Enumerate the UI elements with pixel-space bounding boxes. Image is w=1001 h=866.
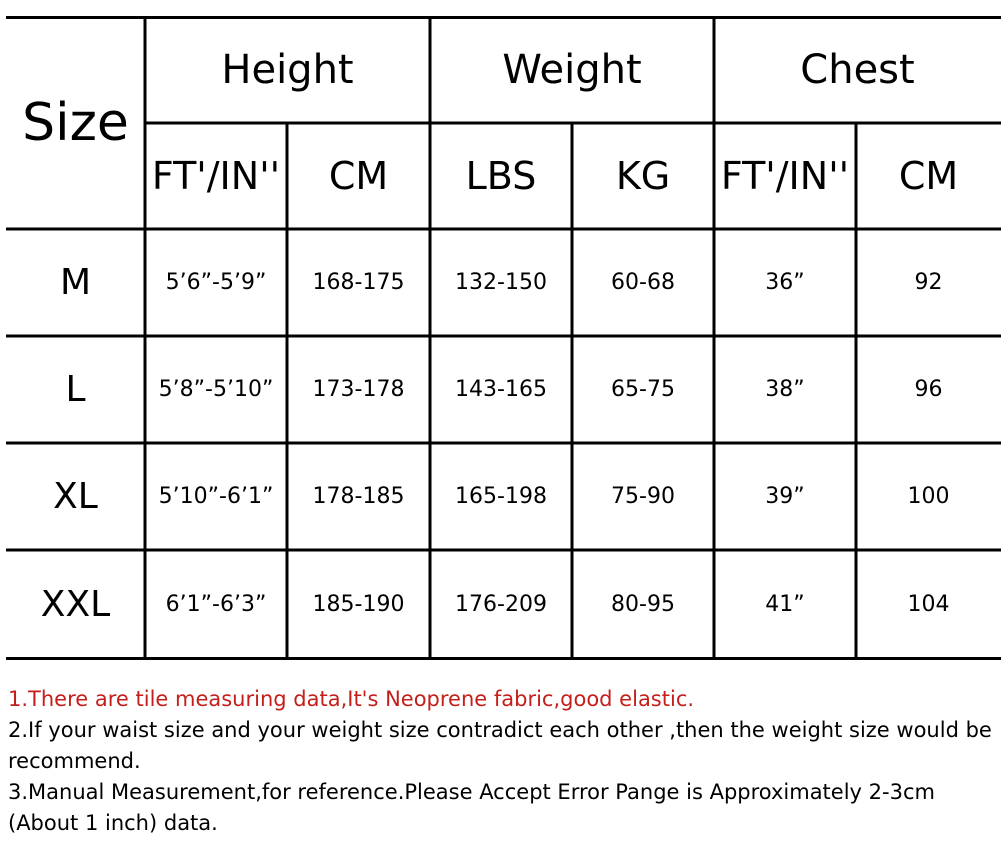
note-measurement-error: 3.Manual Measurement,for reference.Please Accept Error Pange is Approximately 2-3cm (About 1 inch) data. <box>8 780 935 835</box>
table-cell: 143-165 <box>455 377 547 402</box>
row-size-label: L <box>65 369 86 410</box>
table-cell: 60-68 <box>611 270 675 295</box>
table-cell: 5’8”-5’10” <box>158 377 274 402</box>
group-header-height: Height <box>221 46 354 93</box>
table-cell: 41” <box>765 591 805 617</box>
table-cell: 36” <box>765 270 805 295</box>
table-cell: 80-95 <box>611 591 675 617</box>
unit-header-height-cm: CM <box>328 154 389 198</box>
table-cell: 185-190 <box>312 591 405 617</box>
table-cell: 92 <box>914 270 943 295</box>
note-waist-weight: 2.If your waist size and your weight size contradict each other ,then the weight size would be recommend. <box>8 718 992 773</box>
table-cell: 176-209 <box>455 591 547 617</box>
table-cell: 96 <box>914 377 943 402</box>
unit-header-chest-ftin: FT'/IN'' <box>720 154 850 198</box>
size-notes <box>8 684 998 839</box>
row-size-label: M <box>59 262 92 303</box>
table-cell: 104 <box>907 591 950 617</box>
table-cell: 75-90 <box>611 484 675 509</box>
unit-header-chest-cm: CM <box>898 154 959 198</box>
table-cell: 65-75 <box>611 377 675 402</box>
unit-header-height-ftin: FT'/IN'' <box>151 154 281 198</box>
table-cell: 39” <box>765 484 805 509</box>
row-size-label: XXL <box>40 583 111 625</box>
table-cell: 6’1”-6’3” <box>165 591 267 617</box>
table-cell: 100 <box>907 484 950 509</box>
table-cell: 5’10”-6’1” <box>158 484 274 509</box>
table-cell: 173-178 <box>312 377 405 402</box>
row-size-label: XL <box>53 476 98 517</box>
group-header-weight: Weight <box>502 46 642 93</box>
table-cell: 165-198 <box>455 484 547 509</box>
size-header: Size <box>22 92 129 153</box>
table-cell: 178-185 <box>312 484 405 509</box>
size-chart-table <box>6 16 1001 660</box>
table-cell: 5’6”-5’9” <box>165 270 267 295</box>
table-cell: 168-175 <box>312 270 405 295</box>
note-fabric: 1.There are tile measuring data,It's Neoprene fabric,good elastic. <box>8 687 695 711</box>
group-header-chest: Chest <box>800 46 915 93</box>
unit-header-weight-lbs: LBS <box>465 154 537 198</box>
table-cell: 132-150 <box>455 270 547 295</box>
unit-header-weight-kg: KG <box>615 154 671 198</box>
table-cell: 38” <box>765 377 805 402</box>
